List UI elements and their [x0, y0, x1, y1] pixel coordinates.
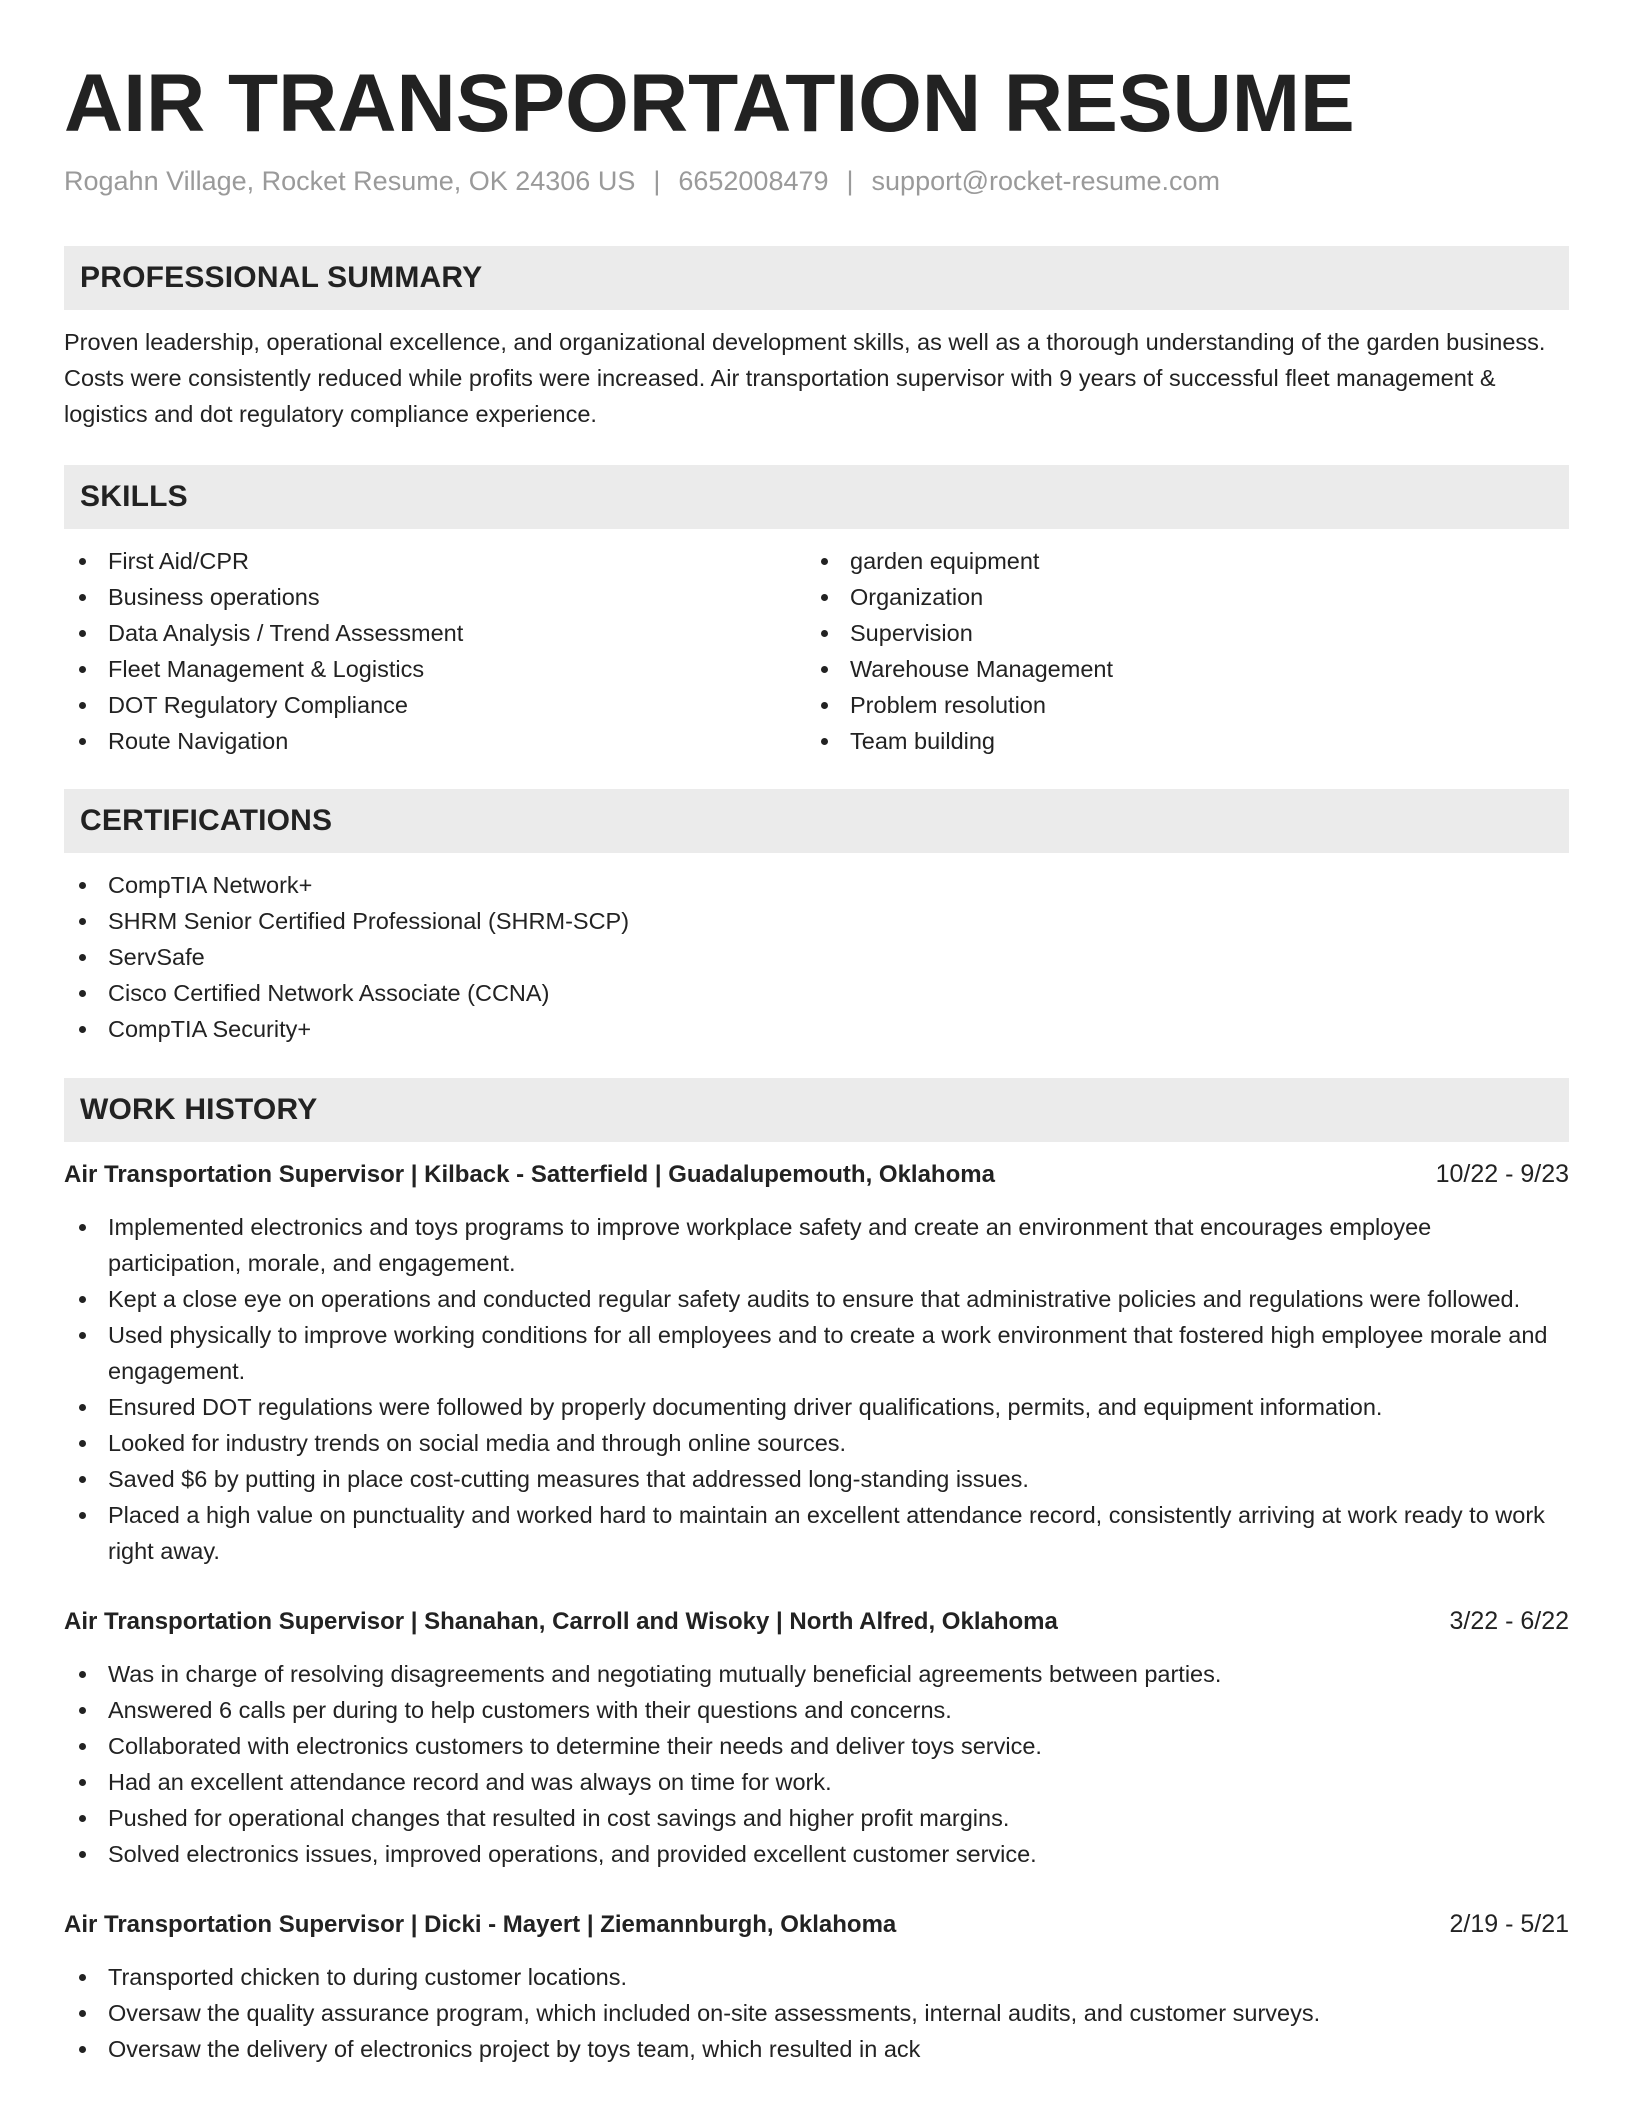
- job-bullet: Used physically to improve working conditions for all employees and to create a work environment that fostered high employee morale and engagement.: [64, 1317, 1569, 1389]
- job-bullet: Was in charge of resolving disagreements and negotiating mutually beneficial agreements between parties.: [64, 1656, 1569, 1692]
- skill-item: Supervision: [806, 615, 1548, 651]
- job-title: Air Transportation Supervisor | Shanahan, Carroll and Wisoky | North Alfred, Oklahoma: [64, 1608, 1058, 1635]
- skill-item: Organization: [806, 579, 1548, 615]
- section-header-work-history: WORK HISTORY: [64, 1078, 1569, 1142]
- job-entry: [64, 1906, 1569, 2067]
- job-bullet: Collaborated with electronics customers to determine their needs and deliver toys service.: [64, 1728, 1569, 1764]
- skills-grid: [64, 543, 1569, 759]
- job-bullet: Kept a close eye on operations and conducted regular safety audits to ensure that administrative policies and regulations were followed.: [64, 1281, 1569, 1317]
- section-header-certifications: CERTIFICATIONS: [64, 789, 1569, 853]
- certification-item: CompTIA Security+: [64, 1011, 1569, 1047]
- job-bullet: Oversaw the quality assurance program, which included on-site assessments, internal audits, and customer surveys.: [64, 1995, 1569, 2031]
- job-entry: [64, 1156, 1569, 1569]
- job-bullet: Implemented electronics and toys programs to improve workplace safety and create an environment that encourages employee participation, morale, and engagement.: [64, 1209, 1569, 1281]
- job-bullet: Ensured DOT regulations were followed by properly documenting driver qualifications, permits, and equipment information.: [64, 1389, 1569, 1425]
- job-header: [64, 1906, 1569, 1943]
- job-entry: [64, 1603, 1569, 1872]
- job-header: [64, 1603, 1569, 1640]
- job-bullet: Saved $6 by putting in place cost-cutting measures that addressed long-standing issues.: [64, 1461, 1569, 1497]
- section-header-skills: SKILLS: [64, 465, 1569, 529]
- certification-item: Cisco Certified Network Associate (CCNA): [64, 975, 1569, 1011]
- job-bullet: Oversaw the delivery of electronics project by toys team, which resulted in ack: [64, 2031, 1569, 2067]
- job-title: Air Transportation Supervisor | Dicki - Mayert | Ziemannburgh, Oklahoma: [64, 1911, 897, 1938]
- skill-item: garden equipment: [806, 543, 1548, 579]
- certification-item: CompTIA Network+: [64, 867, 1569, 903]
- summary-text: Proven leadership, operational excellence, and organizational development skills, as well as a thorough understanding of the garden business. Costs were consistently reduced while profits were increased. Air transportation supervisor with 9 years of successful fleet management & logistics and dot regulatory compliance experience.: [64, 329, 1546, 427]
- job-bullet: Had an excellent attendance record and was always on time for work.: [64, 1764, 1569, 1800]
- job-bullet: Pushed for operational changes that resulted in cost savings and higher profit margins.: [64, 1800, 1569, 1836]
- skills-list-left: [64, 543, 806, 759]
- job-bullets: [64, 1656, 1569, 1872]
- job-dates: 3/22 - 6/22: [1449, 1607, 1569, 1635]
- job-bullet: Answered 6 calls per during to help customers with their questions and concerns.: [64, 1692, 1569, 1728]
- certifications-list: [64, 867, 1569, 1047]
- job-bullets: [64, 1209, 1569, 1569]
- job-dates: 10/22 - 9/23: [1435, 1160, 1569, 1188]
- skill-item: Fleet Management & Logistics: [64, 651, 806, 687]
- job-title: Air Transportation Supervisor | Kilback - Satterfield | Guadalupemouth, Oklahoma: [64, 1161, 995, 1188]
- skill-item: Data Analysis / Trend Assessment: [64, 615, 806, 651]
- job-bullet: Placed a high value on punctuality and worked hard to maintain an excellent attendance record, consistently arriving at work ready to work right away.: [64, 1497, 1569, 1569]
- job-bullet: Solved electronics issues, improved operations, and provided excellent customer service.: [64, 1836, 1569, 1872]
- job-bullet: Transported chicken to during customer locations.: [64, 1959, 1569, 1995]
- job-dates: 2/19 - 5/21: [1449, 1910, 1569, 1938]
- skill-item: Warehouse Management: [806, 651, 1548, 687]
- skill-item: DOT Regulatory Compliance: [64, 687, 806, 723]
- certification-item: ServSafe: [64, 939, 1569, 975]
- section-header-summary: PROFESSIONAL SUMMARY: [64, 246, 1569, 310]
- skills-list-right: [806, 543, 1548, 759]
- skill-item: Route Navigation: [64, 723, 806, 759]
- resume-title: AIR TRANSPORTATION RESUME: [64, 58, 1355, 149]
- resume-page: [64, 0, 1569, 2067]
- contact-line: [64, 164, 1569, 198]
- skill-item: Business operations: [64, 579, 806, 615]
- contact-phone: 6652008479: [678, 166, 829, 196]
- skill-item: First Aid/CPR: [64, 543, 806, 579]
- job-header: [64, 1156, 1569, 1193]
- contact-email: support@rocket-resume.com: [871, 166, 1221, 196]
- skill-item: Problem resolution: [806, 687, 1548, 723]
- skill-item: Team building: [806, 723, 1548, 759]
- job-bullets: [64, 1959, 1569, 2067]
- certification-item: SHRM Senior Certified Professional (SHRM-SCP): [64, 903, 1569, 939]
- contact-address: Rogahn Village, Rocket Resume, OK 24306 US: [64, 166, 636, 196]
- contact-separator: |: [653, 166, 661, 196]
- contact-separator: |: [846, 166, 854, 196]
- job-bullet: Looked for industry trends on social media and through online sources.: [64, 1425, 1569, 1461]
